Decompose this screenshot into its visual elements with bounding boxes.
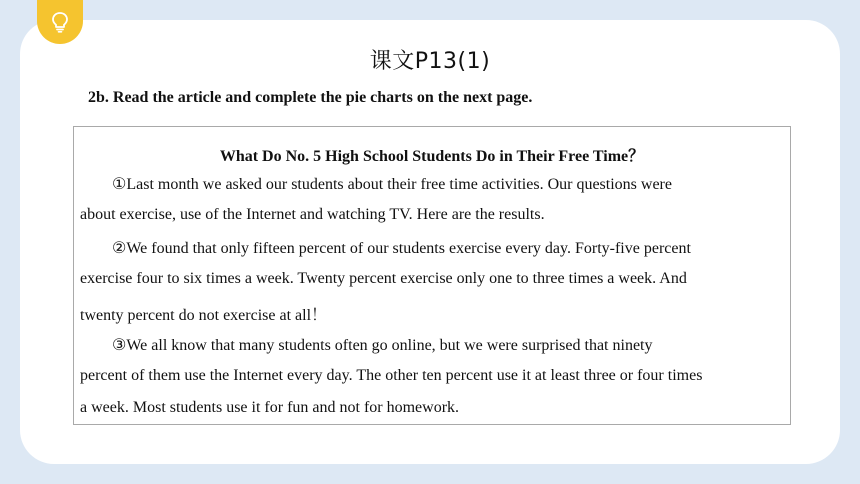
- page-title: 课文P13(1): [369, 49, 491, 74]
- article-line-7: percent of them use the Internet every day. The other ten percent use it at least three or four times: [80, 367, 703, 384]
- article-line-8: a week. Most students use it for fun and not for homework.: [80, 399, 460, 416]
- article-line-2: about exercise, use of the Internet and watching TV. Here are the results.: [80, 206, 545, 223]
- article-line-4: exercise four to six times a week. Twenty percent exercise only one to three times a week. And: [80, 270, 687, 287]
- lightbulb-badge: [37, 0, 83, 44]
- article-line-3: ②We found that only fifteen percent of our students exercise every day. Forty-five percent: [112, 240, 691, 257]
- article-line-1: ①Last month we asked our students about their free time activities. Our questions were: [112, 176, 672, 193]
- article-line-6: ③We all know that many students often go online, but we were surprised that ninety: [112, 337, 653, 354]
- article-title: What Do No. 5 High School Students Do in Their Free Time？: [219, 148, 645, 165]
- article-box: [73, 126, 791, 425]
- lightbulb-icon: [50, 11, 70, 33]
- instruction-text: 2b. Read the article and complete the pie charts on the next page.: [88, 89, 533, 106]
- article-line-5: twenty percent do not exercise at all！: [80, 307, 328, 324]
